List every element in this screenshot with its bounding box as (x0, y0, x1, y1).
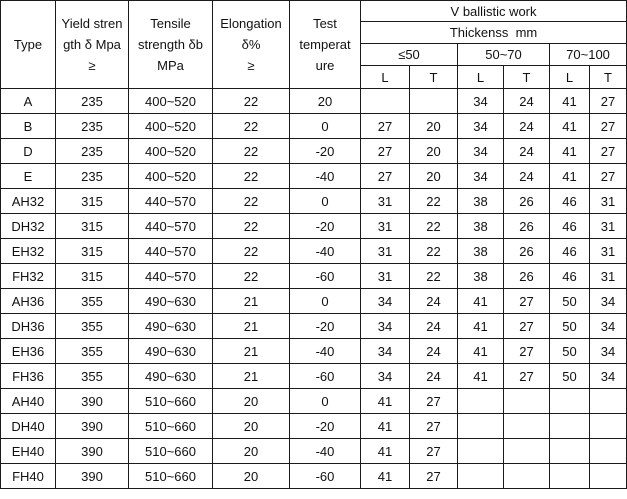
cell-70-100-t: 27 (590, 89, 627, 114)
cell-yield: 315 (56, 189, 129, 214)
cell-yield: 390 (56, 464, 129, 489)
header-tensile-line-3: MPa (157, 58, 184, 73)
cell-le50-t: 20 (410, 114, 458, 139)
cell-elongation: 22 (213, 164, 290, 189)
table-row (1, 264, 627, 289)
cell-tensile: 440~570 (129, 264, 213, 289)
cell-le50-t: 24 (410, 364, 458, 389)
cell-type: DH32 (1, 214, 56, 239)
cell-70-100-l: 41 (550, 89, 590, 114)
table-row (1, 314, 627, 339)
cell-50-70-t: 27 (504, 339, 550, 364)
header-type: Type (1, 1, 56, 89)
cell-test-temp: 0 (290, 289, 361, 314)
cell-le50-t: 24 (410, 289, 458, 314)
cell-50-70-t: 24 (504, 164, 550, 189)
cell-50-70-t: 24 (504, 114, 550, 139)
cell-50-70-l: 34 (458, 139, 504, 164)
header-elongation (213, 1, 290, 89)
cell-yield: 355 (56, 364, 129, 389)
header-test-temp-line-2: temperat (299, 37, 351, 52)
cell-le50-t: 22 (410, 189, 458, 214)
cell-le50-l: 41 (361, 439, 410, 464)
cell-tensile: 440~570 (129, 239, 213, 264)
cell-tensile: 510~660 (129, 414, 213, 439)
cell-tensile: 490~630 (129, 289, 213, 314)
cell-le50-l: 31 (361, 264, 410, 289)
header-elongation-line-3: ≥ (247, 58, 255, 73)
cell-elongation: 22 (213, 189, 290, 214)
header-test-temperature (290, 1, 361, 89)
cell-le50-l: 27 (361, 114, 410, 139)
cell-50-70-t: 24 (504, 139, 550, 164)
cell-yield: 315 (56, 264, 129, 289)
table-row (1, 239, 627, 264)
header-elongation-line-1: Elongation (220, 16, 282, 31)
cell-50-70-l: 38 (458, 214, 504, 239)
cell-le50-l: 34 (361, 289, 410, 314)
cell-test-temp: 0 (290, 114, 361, 139)
cell-yield: 390 (56, 389, 129, 414)
cell-70-100-t (590, 464, 627, 489)
cell-elongation: 22 (213, 239, 290, 264)
cell-le50-t: 20 (410, 164, 458, 189)
cell-70-100-l (550, 389, 590, 414)
cell-70-100-l (550, 439, 590, 464)
cell-le50-t: 24 (410, 339, 458, 364)
header-test-temp-line-3: ure (315, 58, 335, 73)
cell-70-100-l (550, 414, 590, 439)
table-row (1, 364, 627, 389)
cell-tensile: 490~630 (129, 314, 213, 339)
cell-50-70-t: 27 (504, 314, 550, 339)
cell-test-temp: -40 (290, 339, 361, 364)
cell-50-70-l: 41 (458, 339, 504, 364)
header-tensile-strength (129, 1, 213, 89)
cell-type: AH40 (1, 389, 56, 414)
header-yield-line-3: ≥ (88, 58, 96, 73)
cell-test-temp: 0 (290, 189, 361, 214)
cell-type: AH32 (1, 189, 56, 214)
cell-test-temp: -60 (290, 364, 361, 389)
cell-70-100-t: 31 (590, 189, 627, 214)
cell-elongation: 21 (213, 339, 290, 364)
cell-50-70-l: 41 (458, 364, 504, 389)
cell-tensile: 510~660 (129, 439, 213, 464)
header-range-le50: ≤50 (361, 44, 458, 66)
cell-70-100-t: 31 (590, 239, 627, 264)
cell-70-100-l (550, 464, 590, 489)
cell-50-70-t: 27 (504, 364, 550, 389)
header-sub-t: T (410, 66, 458, 89)
header-yield-line-1: Yield stren (61, 16, 123, 31)
header-v-ballistic-work: V ballistic work (361, 1, 627, 22)
cell-70-100-l: 46 (550, 214, 590, 239)
cell-yield: 390 (56, 414, 129, 439)
cell-type: DH36 (1, 314, 56, 339)
cell-70-100-l: 50 (550, 364, 590, 389)
cell-type: FH36 (1, 364, 56, 389)
cell-le50-t: 22 (410, 239, 458, 264)
cell-yield: 390 (56, 439, 129, 464)
cell-70-100-t: 34 (590, 339, 627, 364)
table-row (1, 164, 627, 189)
cell-70-100-t: 34 (590, 364, 627, 389)
cell-le50-l (361, 89, 410, 114)
table-row (1, 439, 627, 464)
table-row (1, 464, 627, 489)
cell-50-70-l: 38 (458, 264, 504, 289)
cell-test-temp: -40 (290, 239, 361, 264)
cell-50-70-t: 26 (504, 214, 550, 239)
cell-70-100-t (590, 389, 627, 414)
cell-50-70-t: 24 (504, 89, 550, 114)
table-body (1, 89, 627, 489)
cell-type: EH36 (1, 339, 56, 364)
cell-elongation: 22 (213, 264, 290, 289)
cell-tensile: 400~520 (129, 139, 213, 164)
header-elongation-line-2: δ% (241, 37, 261, 52)
cell-le50-t: 20 (410, 139, 458, 164)
cell-type: FH32 (1, 264, 56, 289)
table-row (1, 89, 627, 114)
header-sub-l: L (458, 66, 504, 89)
cell-50-70-t (504, 439, 550, 464)
cell-le50-l: 34 (361, 364, 410, 389)
cell-50-70-l (458, 464, 504, 489)
header-tensile-line-2: strength δb (137, 37, 204, 52)
header-yield-line-2: gth δ Mpa (63, 37, 121, 52)
cell-70-100-t: 27 (590, 114, 627, 139)
cell-le50-l: 41 (361, 464, 410, 489)
cell-elongation: 22 (213, 89, 290, 114)
header-range-50-70: 50~70 (458, 44, 550, 66)
cell-50-70-t: 26 (504, 189, 550, 214)
cell-50-70-l (458, 414, 504, 439)
cell-elongation: 21 (213, 314, 290, 339)
cell-test-temp: -20 (290, 139, 361, 164)
cell-le50-t: 27 (410, 414, 458, 439)
cell-elongation: 22 (213, 139, 290, 164)
cell-tensile: 490~630 (129, 339, 213, 364)
cell-70-100-t: 31 (590, 214, 627, 239)
cell-50-70-l: 38 (458, 189, 504, 214)
cell-tensile: 510~660 (129, 389, 213, 414)
cell-type: FH40 (1, 464, 56, 489)
cell-tensile: 400~520 (129, 164, 213, 189)
cell-50-70-l (458, 439, 504, 464)
cell-le50-t: 27 (410, 464, 458, 489)
cell-yield: 315 (56, 239, 129, 264)
cell-le50-l: 34 (361, 339, 410, 364)
cell-test-temp: -20 (290, 414, 361, 439)
cell-test-temp: -40 (290, 164, 361, 189)
cell-tensile: 440~570 (129, 189, 213, 214)
cell-le50-t: 27 (410, 389, 458, 414)
cell-test-temp: 0 (290, 389, 361, 414)
cell-70-100-l: 46 (550, 189, 590, 214)
cell-70-100-t (590, 414, 627, 439)
cell-type: A (1, 89, 56, 114)
table-row (1, 414, 627, 439)
cell-type: EH40 (1, 439, 56, 464)
cell-elongation: 22 (213, 114, 290, 139)
header-sub-l: L (550, 66, 590, 89)
cell-yield: 355 (56, 339, 129, 364)
cell-test-temp: -40 (290, 439, 361, 464)
cell-50-70-l: 34 (458, 89, 504, 114)
cell-le50-t: 22 (410, 264, 458, 289)
cell-70-100-t: 27 (590, 139, 627, 164)
cell-50-70-l (458, 389, 504, 414)
cell-yield: 235 (56, 139, 129, 164)
header-sub-t: T (504, 66, 550, 89)
cell-tensile: 510~660 (129, 464, 213, 489)
cell-70-100-t: 31 (590, 264, 627, 289)
table-row (1, 189, 627, 214)
cell-50-70-l: 34 (458, 164, 504, 189)
table-row (1, 139, 627, 164)
cell-elongation: 20 (213, 464, 290, 489)
cell-le50-l: 27 (361, 164, 410, 189)
header-range-70-100: 70~100 (550, 44, 627, 66)
cell-elongation: 20 (213, 414, 290, 439)
cell-type: AH36 (1, 289, 56, 314)
cell-yield: 235 (56, 164, 129, 189)
cell-70-100-l: 41 (550, 139, 590, 164)
table-row (1, 339, 627, 364)
cell-yield: 355 (56, 314, 129, 339)
header-thickness: Thickenss mm (361, 22, 627, 44)
cell-yield: 235 (56, 114, 129, 139)
cell-70-100-l: 46 (550, 264, 590, 289)
cell-50-70-l: 41 (458, 314, 504, 339)
cell-70-100-l: 50 (550, 314, 590, 339)
cell-le50-l: 27 (361, 139, 410, 164)
cell-le50-t (410, 89, 458, 114)
cell-le50-l: 34 (361, 314, 410, 339)
cell-70-100-t: 27 (590, 164, 627, 189)
cell-type: E (1, 164, 56, 189)
cell-tensile: 400~520 (129, 114, 213, 139)
table-row (1, 389, 627, 414)
cell-70-100-l: 46 (550, 239, 590, 264)
cell-le50-t: 27 (410, 439, 458, 464)
cell-50-70-l: 38 (458, 239, 504, 264)
cell-type: EH32 (1, 239, 56, 264)
table-row (1, 114, 627, 139)
cell-le50-l: 31 (361, 189, 410, 214)
header-tensile-line-1: Tensile (150, 16, 191, 31)
cell-70-100-t: 34 (590, 314, 627, 339)
table-row (1, 214, 627, 239)
cell-elongation: 21 (213, 364, 290, 389)
cell-70-100-l: 41 (550, 164, 590, 189)
header-sub-l: L (361, 66, 410, 89)
header-test-temp-line-1: Test (313, 16, 337, 31)
cell-70-100-t: 34 (590, 289, 627, 314)
cell-tensile: 440~570 (129, 214, 213, 239)
cell-type: DH40 (1, 414, 56, 439)
cell-yield: 315 (56, 214, 129, 239)
cell-le50-l: 41 (361, 389, 410, 414)
cell-50-70-l: 34 (458, 114, 504, 139)
cell-50-70-t (504, 389, 550, 414)
cell-50-70-t: 26 (504, 264, 550, 289)
cell-le50-t: 22 (410, 214, 458, 239)
cell-elongation: 20 (213, 439, 290, 464)
cell-test-temp: 20 (290, 89, 361, 114)
cell-elongation: 20 (213, 389, 290, 414)
cell-test-temp: -60 (290, 464, 361, 489)
cell-50-70-t (504, 414, 550, 439)
header-sub-t: T (590, 66, 627, 89)
table-row (1, 289, 627, 314)
cell-elongation: 22 (213, 214, 290, 239)
cell-test-temp: -20 (290, 314, 361, 339)
cell-50-70-t (504, 464, 550, 489)
cell-elongation: 21 (213, 289, 290, 314)
cell-70-100-l: 50 (550, 289, 590, 314)
cell-test-temp: -60 (290, 264, 361, 289)
cell-70-100-l: 50 (550, 339, 590, 364)
cell-le50-t: 24 (410, 314, 458, 339)
cell-50-70-t: 27 (504, 289, 550, 314)
cell-70-100-t (590, 439, 627, 464)
cell-type: B (1, 114, 56, 139)
cell-yield: 235 (56, 89, 129, 114)
cell-yield: 355 (56, 289, 129, 314)
cell-test-temp: -20 (290, 214, 361, 239)
header-yield-strength (56, 1, 129, 89)
cell-50-70-l: 41 (458, 289, 504, 314)
cell-le50-l: 31 (361, 214, 410, 239)
cell-50-70-t: 26 (504, 239, 550, 264)
cell-70-100-l: 41 (550, 114, 590, 139)
cell-le50-l: 41 (361, 414, 410, 439)
cell-le50-l: 31 (361, 239, 410, 264)
cell-tensile: 490~630 (129, 364, 213, 389)
cell-type: D (1, 139, 56, 164)
cell-tensile: 400~520 (129, 89, 213, 114)
